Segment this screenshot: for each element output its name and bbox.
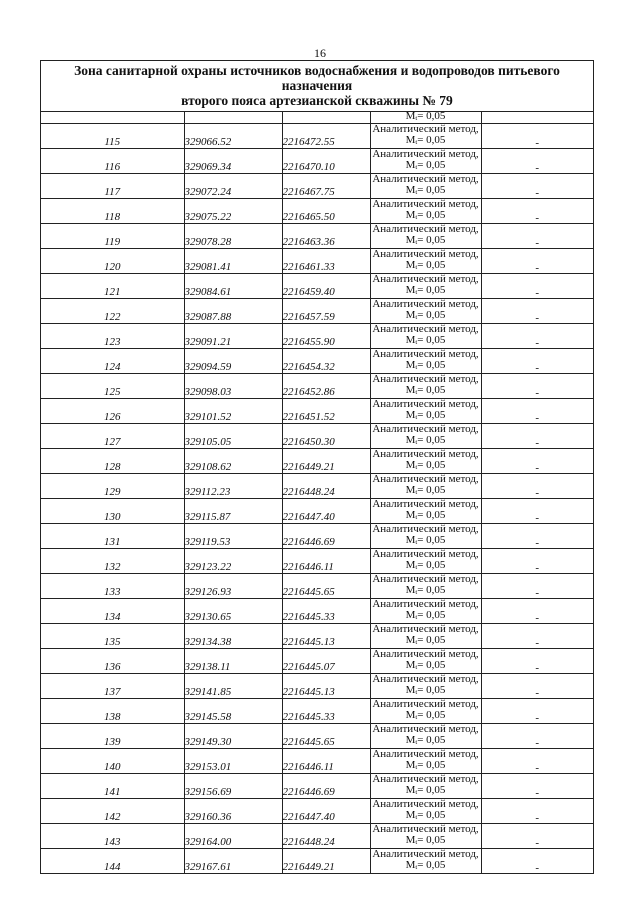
coordinate-x: 329066.52 bbox=[184, 124, 282, 149]
point-number: 138 bbox=[41, 699, 184, 724]
dash-cell: - bbox=[481, 724, 593, 749]
point-number: 143 bbox=[41, 824, 184, 849]
table-row bbox=[41, 624, 593, 649]
method-cell bbox=[370, 499, 481, 524]
dash-cell: - bbox=[481, 774, 593, 799]
point-number: 127 bbox=[41, 424, 184, 449]
coordinate-x: 329134.38 bbox=[184, 624, 282, 649]
coordinates-sheet bbox=[40, 60, 594, 874]
method-cell bbox=[370, 174, 481, 199]
point-number: 142 bbox=[41, 799, 184, 824]
method-accuracy: $M_t= 0,05$ bbox=[405, 233, 446, 246]
coordinate-y: 2216459.40 bbox=[282, 274, 370, 299]
method-label: Аналитический метод, bbox=[372, 148, 479, 160]
method-label: Аналитический метод, bbox=[372, 723, 479, 735]
coordinate-y: 2216463.36 bbox=[282, 224, 370, 249]
method-accuracy: $M_t= 0,05$ bbox=[405, 808, 446, 821]
method-accuracy: $M_t= 0,05$ bbox=[405, 758, 446, 771]
method-cell bbox=[370, 149, 481, 174]
method-cell bbox=[370, 424, 481, 449]
method-cell bbox=[370, 849, 481, 874]
method-accuracy: $M_t= 0,05$ bbox=[405, 858, 446, 871]
point-number: 120 bbox=[41, 249, 184, 274]
method-accuracy: $M_t= 0,05$ bbox=[405, 583, 446, 596]
method-cell bbox=[370, 374, 481, 399]
method-label: Аналитический метод, bbox=[372, 648, 479, 660]
method-label: Аналитический метод, bbox=[372, 198, 479, 210]
method-accuracy: $M_t= 0,05$ bbox=[405, 133, 446, 146]
method-accuracy: $M_t= 0,05$ bbox=[405, 308, 446, 321]
table-row bbox=[41, 674, 593, 699]
coordinate-y: 2216449.21 bbox=[282, 849, 370, 874]
method-cell bbox=[370, 324, 481, 349]
method-label: Аналитический метод, bbox=[372, 623, 479, 635]
continuation-row bbox=[41, 112, 593, 124]
point-number: 128 bbox=[41, 449, 184, 474]
method-accuracy: $M_t= 0,05$ bbox=[405, 683, 446, 696]
coordinate-y: 2216449.21 bbox=[282, 449, 370, 474]
method-cell bbox=[370, 649, 481, 674]
point-number: 121 bbox=[41, 274, 184, 299]
dash-cell: - bbox=[481, 624, 593, 649]
point-number: 130 bbox=[41, 499, 184, 524]
document-title bbox=[41, 61, 593, 112]
coordinate-y: 2216447.40 bbox=[282, 799, 370, 824]
dash-cell: - bbox=[481, 799, 593, 824]
coordinate-y: 2216457.59 bbox=[282, 299, 370, 324]
method-label: Аналитический метод, bbox=[372, 598, 479, 610]
table-row bbox=[41, 649, 593, 674]
table-row bbox=[41, 449, 593, 474]
table-row bbox=[41, 524, 593, 549]
method-accuracy: $M_t= 0,05$ bbox=[405, 533, 446, 546]
coordinate-x: 329126.93 bbox=[184, 574, 282, 599]
coordinate-y: 2216472.55 bbox=[282, 124, 370, 149]
method-label: Аналитический метод, bbox=[372, 573, 479, 585]
coordinate-y: 2216451.52 bbox=[282, 399, 370, 424]
method-accuracy: $M_t= 0,05$ bbox=[405, 833, 446, 846]
method-cell bbox=[370, 774, 481, 799]
table-row bbox=[41, 774, 593, 799]
method-label: Аналитический метод, bbox=[372, 123, 479, 135]
title-line-1: Зона санитарной охраны источников водоснабжения и водопроводов питьевого назначения bbox=[74, 63, 560, 93]
method-cell bbox=[370, 599, 481, 624]
method-accuracy: $M_t= 0,05$ bbox=[405, 258, 446, 271]
coordinate-x: 329141.85 bbox=[184, 674, 282, 699]
dash-cell: - bbox=[481, 524, 593, 549]
dash-cell: - bbox=[481, 499, 593, 524]
dash-cell: - bbox=[481, 449, 593, 474]
point-number: 131 bbox=[41, 524, 184, 549]
method-cell bbox=[370, 124, 481, 149]
table-row bbox=[41, 274, 593, 299]
method-accuracy: $M_t= 0,05$ bbox=[405, 358, 446, 371]
coordinate-x: 329123.22 bbox=[184, 549, 282, 574]
method-accuracy: $M_t= 0,05$ bbox=[405, 408, 446, 421]
method-label: Аналитический метод, bbox=[372, 423, 479, 435]
page-number: 16 bbox=[314, 46, 326, 60]
point-number: 139 bbox=[41, 724, 184, 749]
point-number: 134 bbox=[41, 599, 184, 624]
dash-cell: - bbox=[481, 149, 593, 174]
method-accuracy: $M_t= 0,05$ bbox=[405, 158, 446, 171]
method-accuracy: $M_t= 0,05$ bbox=[405, 658, 446, 671]
coordinate-y: 2216448.24 bbox=[282, 824, 370, 849]
coordinate-y: 2216452.86 bbox=[282, 374, 370, 399]
table-row bbox=[41, 124, 593, 149]
dash-cell: - bbox=[481, 674, 593, 699]
title-line-2: второго пояса артезианской скважины № 79 bbox=[181, 93, 453, 108]
point-number: 135 bbox=[41, 624, 184, 649]
coordinate-x: 329119.53 bbox=[184, 524, 282, 549]
coordinate-x: 329130.65 bbox=[184, 599, 282, 624]
continuation-x-cell bbox=[184, 112, 282, 124]
coordinate-y: 2216461.33 bbox=[282, 249, 370, 274]
point-number: 141 bbox=[41, 774, 184, 799]
table-row bbox=[41, 349, 593, 374]
table-row bbox=[41, 299, 593, 324]
coordinate-y: 2216445.65 bbox=[282, 724, 370, 749]
coordinate-x: 329101.52 bbox=[184, 399, 282, 424]
dash-cell: - bbox=[481, 274, 593, 299]
method-accuracy: $M_t= 0,05$ bbox=[405, 633, 446, 646]
table-row bbox=[41, 474, 593, 499]
table-row bbox=[41, 424, 593, 449]
coordinate-y: 2216445.33 bbox=[282, 599, 370, 624]
point-number: 123 bbox=[41, 324, 184, 349]
point-number: 119 bbox=[41, 224, 184, 249]
method-label: Аналитический метод, bbox=[372, 523, 479, 535]
coordinate-x: 329108.62 bbox=[184, 449, 282, 474]
point-number: 116 bbox=[41, 149, 184, 174]
method-accuracy: $M_t= 0,05$ bbox=[405, 433, 446, 446]
coordinates-table-body bbox=[41, 112, 593, 873]
method-accuracy: $M_t= 0,05$ bbox=[405, 783, 446, 796]
coordinate-y: 2216446.69 bbox=[282, 774, 370, 799]
method-label: Аналитический метод, bbox=[372, 348, 479, 360]
point-number: 126 bbox=[41, 399, 184, 424]
coordinate-x: 329098.03 bbox=[184, 374, 282, 399]
method-accuracy: $M_t= 0,05$ bbox=[405, 708, 446, 721]
method-cell bbox=[370, 574, 481, 599]
method-accuracy: $M_t= 0,05$ bbox=[405, 483, 446, 496]
dash-cell: - bbox=[481, 399, 593, 424]
dash-cell: - bbox=[481, 324, 593, 349]
coordinate-y: 2216445.65 bbox=[282, 574, 370, 599]
point-number: 129 bbox=[41, 474, 184, 499]
coordinate-y: 2216467.75 bbox=[282, 174, 370, 199]
method-accuracy: $M_t= 0,05$ bbox=[405, 508, 446, 521]
method-cell bbox=[370, 524, 481, 549]
dash-cell: - bbox=[481, 599, 593, 624]
table-row bbox=[41, 174, 593, 199]
point-number: 144 bbox=[41, 849, 184, 874]
coordinate-y: 2216446.11 bbox=[282, 549, 370, 574]
method-label: Аналитический метод, bbox=[372, 373, 479, 385]
coordinate-x: 329167.61 bbox=[184, 849, 282, 874]
continuation-y-cell bbox=[282, 112, 370, 124]
table-row bbox=[41, 399, 593, 424]
coordinate-x: 329164.00 bbox=[184, 824, 282, 849]
method-label: Аналитический метод, bbox=[372, 773, 479, 785]
method-cell bbox=[370, 724, 481, 749]
coordinate-y: 2216446.69 bbox=[282, 524, 370, 549]
coordinate-x: 329145.58 bbox=[184, 699, 282, 724]
coordinate-x: 329075.22 bbox=[184, 199, 282, 224]
coordinate-x: 329078.28 bbox=[184, 224, 282, 249]
coordinate-y: 2216445.13 bbox=[282, 624, 370, 649]
method-cell bbox=[370, 349, 481, 374]
method-cell bbox=[370, 674, 481, 699]
method-label: Аналитический метод, bbox=[372, 223, 479, 235]
table-row bbox=[41, 324, 593, 349]
dash-cell: - bbox=[481, 374, 593, 399]
dash-cell: - bbox=[481, 124, 593, 149]
method-label: Аналитический метод, bbox=[372, 298, 479, 310]
table-row bbox=[41, 499, 593, 524]
continuation-dash-cell bbox=[481, 112, 593, 124]
method-label: Аналитический метод, bbox=[372, 498, 479, 510]
coordinate-x: 329094.59 bbox=[184, 349, 282, 374]
table-row bbox=[41, 699, 593, 724]
method-cell bbox=[370, 624, 481, 649]
point-number: 133 bbox=[41, 574, 184, 599]
method-cell bbox=[370, 199, 481, 224]
coordinate-y: 2216446.11 bbox=[282, 749, 370, 774]
coordinate-x: 329115.87 bbox=[184, 499, 282, 524]
dash-cell: - bbox=[481, 849, 593, 874]
method-cell bbox=[370, 824, 481, 849]
coordinate-x: 329081.41 bbox=[184, 249, 282, 274]
method-label: Аналитический метод, bbox=[372, 798, 479, 810]
method-accuracy: $M_t= 0,05$ bbox=[405, 283, 446, 296]
coordinate-y: 2216470.10 bbox=[282, 149, 370, 174]
table-row bbox=[41, 249, 593, 274]
table-row bbox=[41, 374, 593, 399]
dash-cell: - bbox=[481, 574, 593, 599]
method-label: Аналитический метод, bbox=[372, 848, 479, 860]
point-number: 136 bbox=[41, 649, 184, 674]
method-cell bbox=[370, 224, 481, 249]
coordinate-y: 2216447.40 bbox=[282, 499, 370, 524]
method-cell bbox=[370, 549, 481, 574]
coordinate-x: 329084.61 bbox=[184, 274, 282, 299]
coordinate-x: 329112.23 bbox=[184, 474, 282, 499]
coordinate-x: 329160.36 bbox=[184, 799, 282, 824]
point-number: 124 bbox=[41, 349, 184, 374]
method-label: Аналитический метод, bbox=[372, 448, 479, 460]
coordinate-x: 329156.69 bbox=[184, 774, 282, 799]
dash-cell: - bbox=[481, 249, 593, 274]
coordinate-y: 2216465.50 bbox=[282, 199, 370, 224]
continuation-method-cell: $M_t= 0,05$ bbox=[370, 112, 481, 124]
coordinate-y: 2216450.30 bbox=[282, 424, 370, 449]
method-label: Аналитический метод, bbox=[372, 473, 479, 485]
method-cell bbox=[370, 274, 481, 299]
table-row bbox=[41, 149, 593, 174]
method-label: Аналитический метод, bbox=[372, 698, 479, 710]
coordinate-y: 2216448.24 bbox=[282, 474, 370, 499]
dash-cell: - bbox=[481, 199, 593, 224]
method-label: Аналитический метод, bbox=[372, 323, 479, 335]
table-row bbox=[41, 224, 593, 249]
point-number: 122 bbox=[41, 299, 184, 324]
dash-cell: - bbox=[481, 749, 593, 774]
method-label: Аналитический метод, bbox=[372, 823, 479, 835]
coordinate-y: 2216454.32 bbox=[282, 349, 370, 374]
method-label: Аналитический метод, bbox=[372, 398, 479, 410]
point-number: 115 bbox=[41, 124, 184, 149]
method-accuracy: $M_t= 0,05$ bbox=[405, 183, 446, 196]
dash-cell: - bbox=[481, 299, 593, 324]
coordinates-table bbox=[41, 112, 593, 873]
method-accuracy: $M_t= 0,05$ bbox=[405, 208, 446, 221]
dash-cell: - bbox=[481, 699, 593, 724]
method-cell bbox=[370, 699, 481, 724]
method-label: Аналитический метод, bbox=[372, 748, 479, 760]
method-label: Аналитический метод, bbox=[372, 548, 479, 560]
method-label: Аналитический метод, bbox=[372, 173, 479, 185]
method-cell bbox=[370, 399, 481, 424]
method-accuracy: $M_t= 0,05$ bbox=[405, 333, 446, 346]
method-accuracy: $M_t= 0,05$ bbox=[405, 458, 446, 471]
method-accuracy: $M_t= 0,05$ bbox=[405, 733, 446, 746]
coordinate-x: 329072.24 bbox=[184, 174, 282, 199]
dash-cell: - bbox=[481, 174, 593, 199]
coordinate-x: 329069.34 bbox=[184, 149, 282, 174]
coordinate-x: 329149.30 bbox=[184, 724, 282, 749]
table-row bbox=[41, 599, 593, 624]
method-cell bbox=[370, 299, 481, 324]
coordinate-x: 329087.88 bbox=[184, 299, 282, 324]
method-cell bbox=[370, 449, 481, 474]
coordinate-x: 329138.11 bbox=[184, 649, 282, 674]
table-row bbox=[41, 574, 593, 599]
point-number: 118 bbox=[41, 199, 184, 224]
continuation-num-cell bbox=[41, 112, 184, 124]
table-row bbox=[41, 749, 593, 774]
dash-cell: - bbox=[481, 224, 593, 249]
method-cell bbox=[370, 799, 481, 824]
coordinate-x: 329153.01 bbox=[184, 749, 282, 774]
point-number: 132 bbox=[41, 549, 184, 574]
coordinate-y: 2216455.90 bbox=[282, 324, 370, 349]
table-row bbox=[41, 549, 593, 574]
method-cell bbox=[370, 749, 481, 774]
table-row bbox=[41, 849, 593, 874]
point-number: 125 bbox=[41, 374, 184, 399]
method-accuracy: $M_t= 0,05$ bbox=[405, 558, 446, 571]
table-row bbox=[41, 199, 593, 224]
method-accuracy: $M_t= 0,05$ bbox=[405, 608, 446, 621]
coordinate-y: 2216445.07 bbox=[282, 649, 370, 674]
coordinate-x: 329105.05 bbox=[184, 424, 282, 449]
method-label: Аналитический метод, bbox=[372, 248, 479, 260]
dash-cell: - bbox=[481, 349, 593, 374]
coordinate-y: 2216445.33 bbox=[282, 699, 370, 724]
method-cell bbox=[370, 249, 481, 274]
coordinate-y: 2216445.13 bbox=[282, 674, 370, 699]
method-label: Аналитический метод, bbox=[372, 673, 479, 685]
method-cell bbox=[370, 474, 481, 499]
table-row bbox=[41, 824, 593, 849]
point-number: 137 bbox=[41, 674, 184, 699]
table-row bbox=[41, 799, 593, 824]
point-number: 117 bbox=[41, 174, 184, 199]
method-accuracy: $M_t= 0,05$ bbox=[405, 383, 446, 396]
method-label: Аналитический метод, bbox=[372, 273, 479, 285]
dash-cell: - bbox=[481, 549, 593, 574]
table-row bbox=[41, 724, 593, 749]
dash-cell: - bbox=[481, 649, 593, 674]
dash-cell: - bbox=[481, 474, 593, 499]
dash-cell: - bbox=[481, 424, 593, 449]
coordinate-x: 329091.21 bbox=[184, 324, 282, 349]
dash-cell: - bbox=[481, 824, 593, 849]
point-number: 140 bbox=[41, 749, 184, 774]
